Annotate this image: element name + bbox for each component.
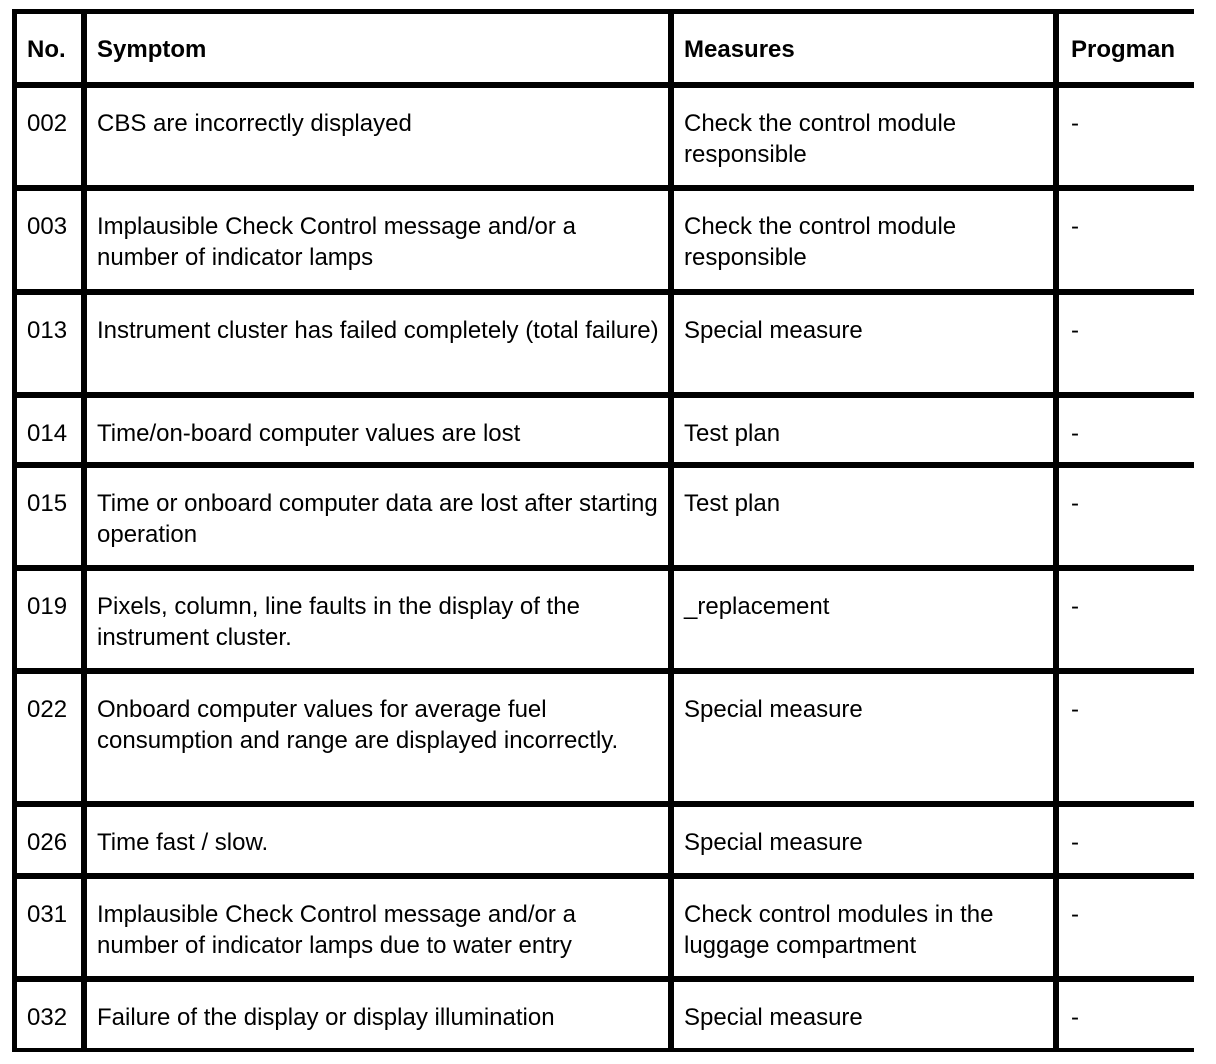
row-progman: - (1059, 398, 1196, 462)
row-no: 002 (17, 88, 81, 185)
header-measures: Measures (674, 14, 1053, 82)
header-symptom: Symptom (87, 14, 668, 82)
row-symptom: Time fast / slow. (87, 807, 668, 873)
header-progman: Progman (1059, 14, 1196, 82)
row-symptom: CBS are incorrectly displayed (87, 88, 668, 185)
row-no: 022 (17, 674, 81, 801)
row-measures: Test plan (674, 398, 1053, 462)
row-measures: Special measure (674, 674, 1053, 801)
row-no: 019 (17, 571, 81, 668)
row-measures: Special measure (674, 295, 1053, 392)
row-progman: - (1059, 807, 1196, 873)
row-no: 003 (17, 191, 81, 289)
row-progman: - (1059, 191, 1196, 289)
symptom-table (12, 9, 1194, 1052)
row-symptom: Failure of the display or display illumination (87, 982, 668, 1048)
row-symptom: Onboard computer values for average fuel consumption and range are displayed incorrectly. (87, 674, 668, 801)
row-no: 015 (17, 468, 81, 565)
row-no: 026 (17, 807, 81, 873)
row-symptom: Time or onboard computer data are lost after starting operation (87, 468, 668, 565)
row-no: 013 (17, 295, 81, 392)
row-measures: _replacement (674, 571, 1053, 668)
row-measures: Special measure (674, 982, 1053, 1048)
row-progman: - (1059, 674, 1196, 801)
row-progman: - (1059, 571, 1196, 668)
row-measures: Check control modules in the luggage compartment (674, 879, 1053, 976)
row-progman: - (1059, 982, 1196, 1048)
row-symptom: Pixels, column, line faults in the display of the instrument cluster. (87, 571, 668, 668)
row-no: 031 (17, 879, 81, 976)
row-progman: - (1059, 88, 1196, 185)
row-symptom: Implausible Check Control message and/or a number of indicator lamps due to water entry (87, 879, 668, 976)
row-no: 014 (17, 398, 81, 462)
row-symptom: Instrument cluster has failed completely (total failure) (87, 295, 668, 392)
row-no: 032 (17, 982, 81, 1048)
row-measures: Test plan (674, 468, 1053, 565)
row-measures: Check the control module responsible (674, 88, 1053, 185)
row-symptom: Time/on-board computer values are lost (87, 398, 668, 462)
row-progman: - (1059, 468, 1196, 565)
row-symptom: Implausible Check Control message and/or a number of indicator lamps (87, 191, 668, 289)
row-measures: Check the control module responsible (674, 191, 1053, 289)
header-no: No. (17, 14, 81, 82)
row-progman: - (1059, 295, 1196, 392)
row-measures: Special measure (674, 807, 1053, 873)
row-progman: - (1059, 879, 1196, 976)
